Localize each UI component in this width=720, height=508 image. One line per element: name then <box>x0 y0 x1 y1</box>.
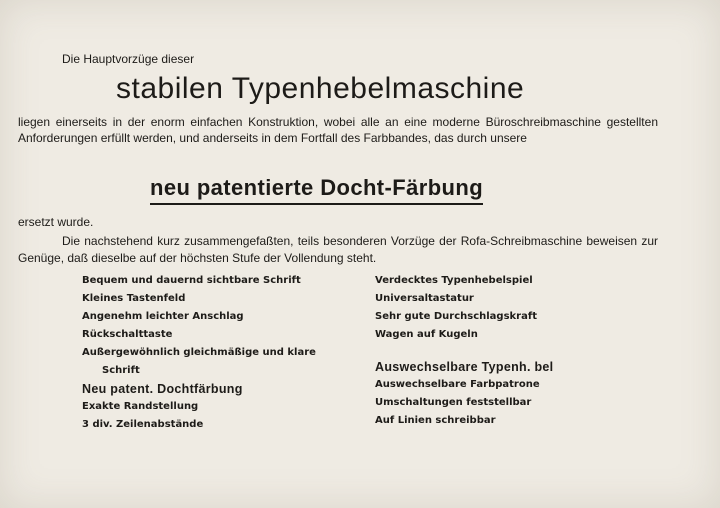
feature-item: Außergewöhnlich gleichmäßige und klare <box>82 347 316 358</box>
feature-item: Schrift <box>102 365 140 376</box>
feature-item: Auswechselbare Farbpatrone <box>375 379 540 390</box>
feature-item: Universaltastatur <box>375 293 474 304</box>
feature-item: Angenehm leichter Anschlag <box>82 311 244 322</box>
feature-item-highlight: Auswechselbare Typenh. bel <box>375 360 554 374</box>
paragraph-construction: liegen einerseits in der enorm einfachen Konstruktion, wobei alle an eine moderne Büroschreibmaschine gestellten Anforderungen erfüllt werden, und anderseits in dem Fortfall des Farbbandes, das durch unsere <box>18 115 658 145</box>
subheadline: neu patentierte Docht-Färbung <box>150 175 483 205</box>
feature-item: Exakte Randstellung <box>82 401 199 412</box>
feature-item: Wagen auf Kugeln <box>375 329 478 340</box>
feature-item: Verdecktes Typenhebelspiel <box>375 275 533 286</box>
feature-item: 3 div. Zeilenabstände <box>82 419 204 430</box>
feature-item: Rückschalttaste <box>82 329 173 340</box>
replaced-line: ersetzt wurde. <box>18 215 94 229</box>
feature-item: Sehr gute Durchschlagskraft <box>375 311 537 322</box>
feature-item: Bequem und dauernd sichtbare Schrift <box>82 275 301 286</box>
feature-item: Umschaltungen feststellbar <box>375 397 532 408</box>
feature-list-left <box>82 272 332 434</box>
feature-item-highlight: Neu patent. Dochtfärbung <box>82 382 243 396</box>
headline: stabilen Typenhebelmaschine <box>116 72 525 105</box>
spacer <box>375 344 635 358</box>
feature-item: Kleines Tastenfeld <box>82 293 186 304</box>
paragraph-advantages: Die nachstehend kurz zusammengefaßten, teils besonderen Vorzüge der Rofa-Schreibmaschine beweisen zur Genüge, daß dieselbe auf der höchsten Stufe der Vollendung steht. <box>18 234 658 265</box>
intro-line: Die Hauptvorzüge dieser <box>62 52 195 66</box>
feature-list-right <box>375 272 635 430</box>
feature-item: Auf Linien schreibbar <box>375 415 496 426</box>
